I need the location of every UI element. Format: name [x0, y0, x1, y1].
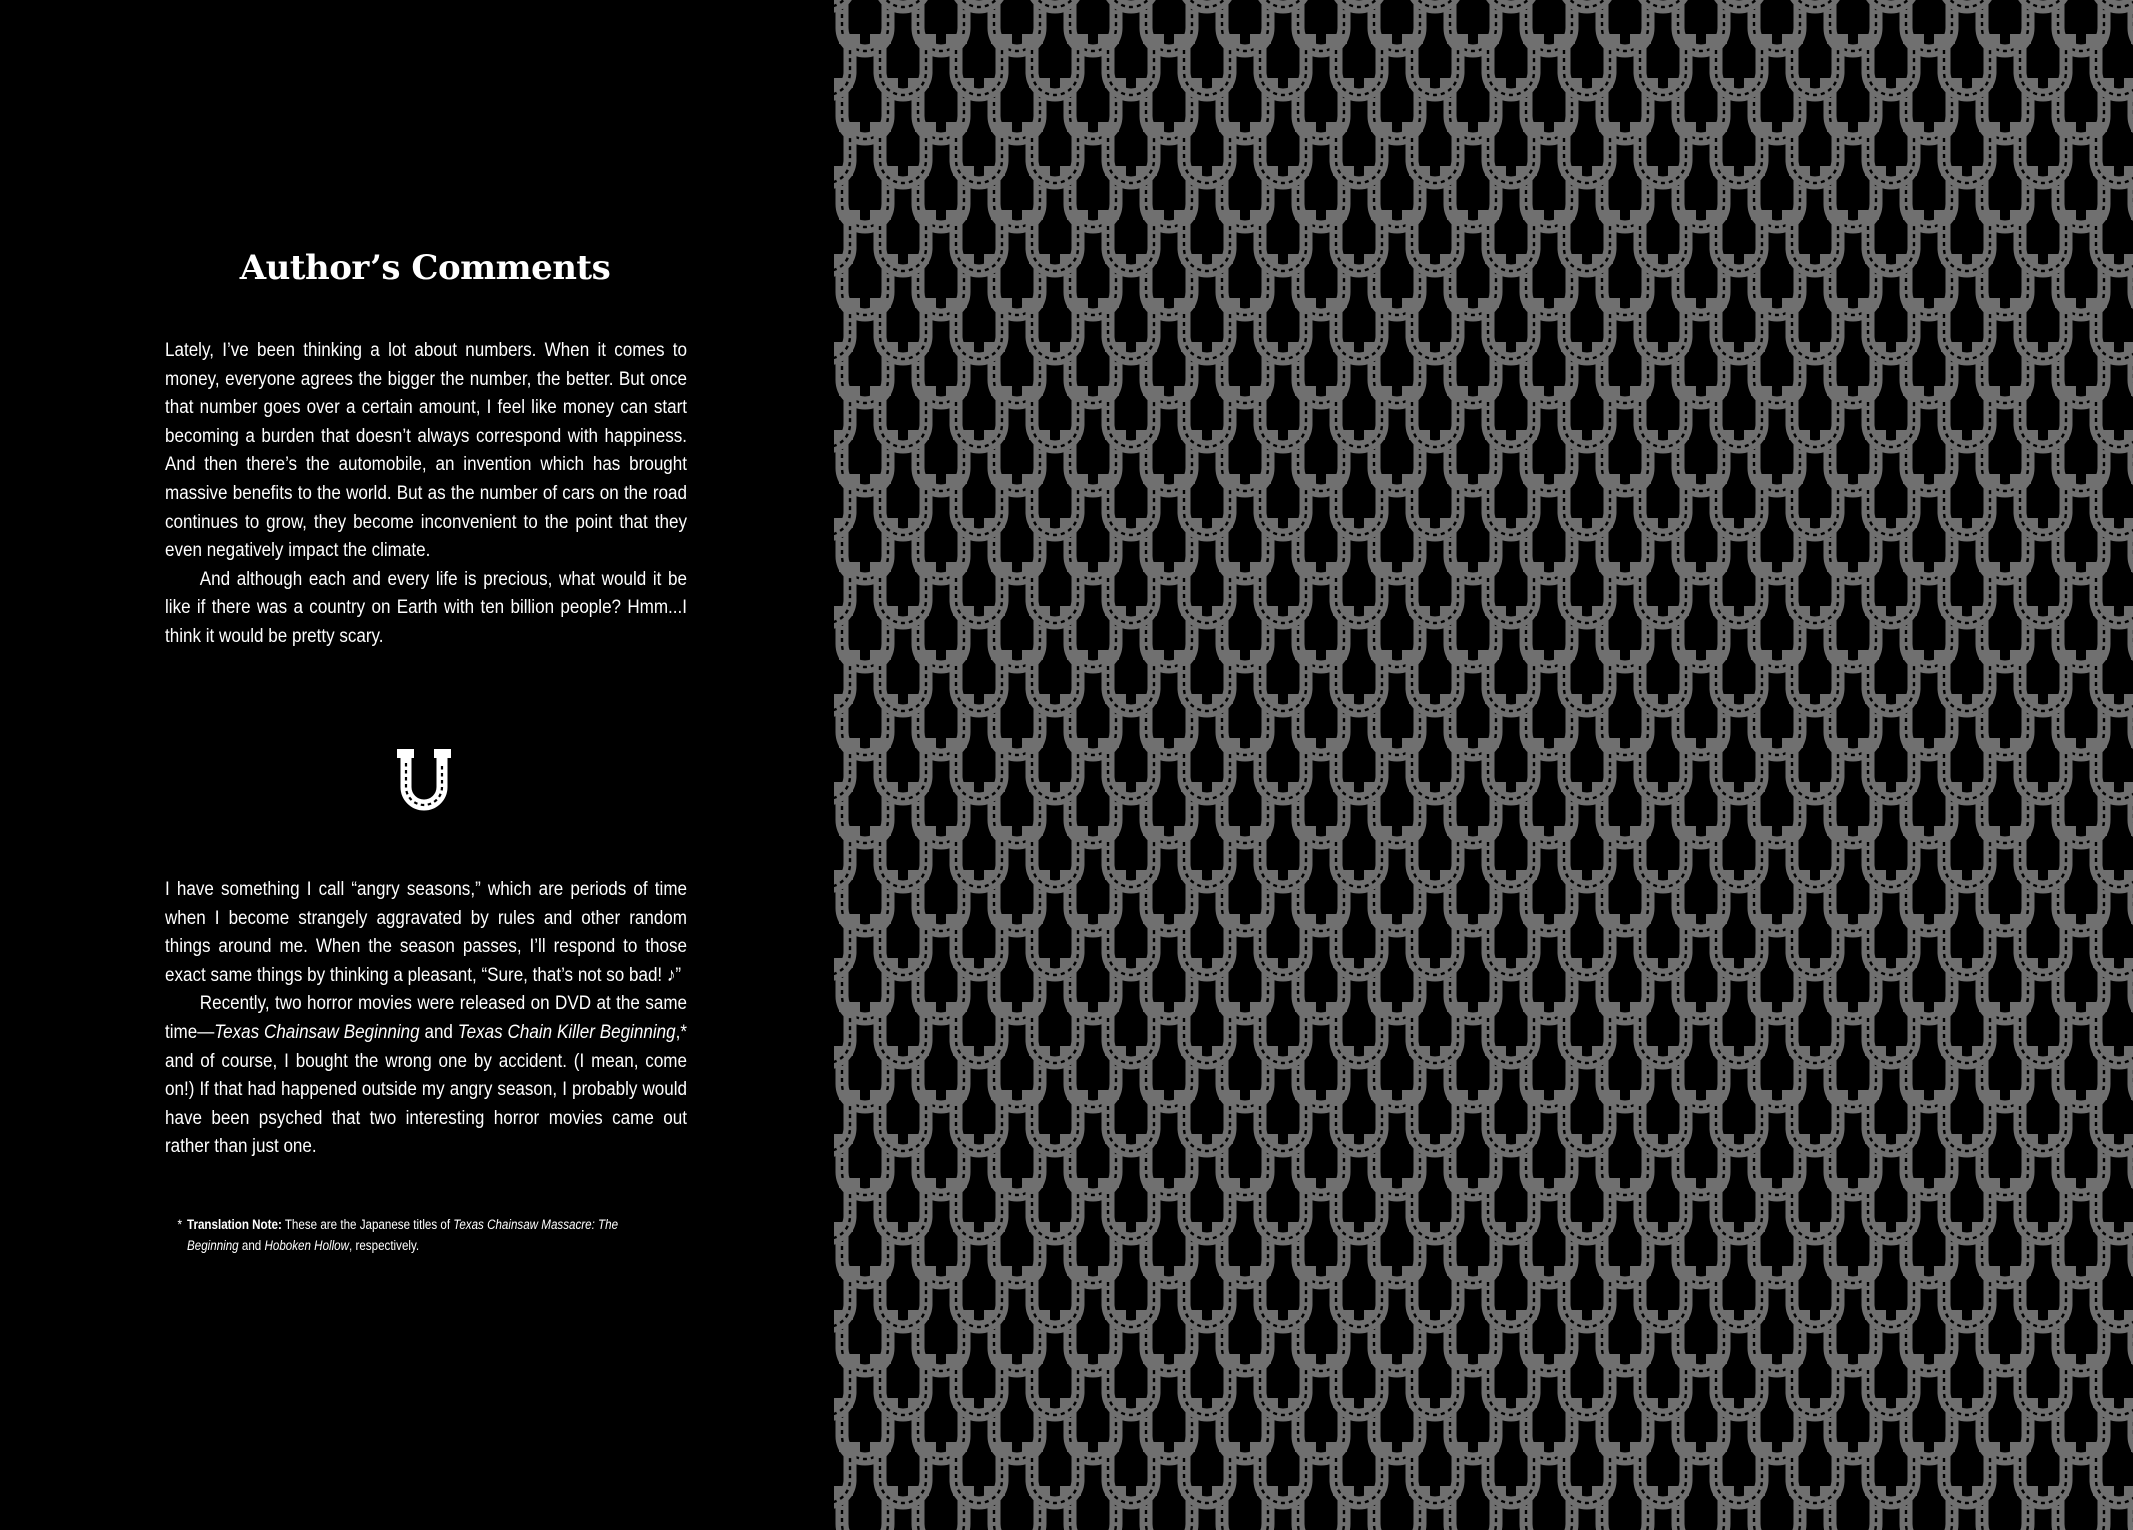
comment-section-2: [165, 875, 687, 1161]
text-span: These are the Japanese titles of: [281, 1217, 454, 1232]
movie-title: Hoboken Hollow: [264, 1238, 350, 1253]
paragraph: [165, 989, 687, 1161]
text-span: ,* and of course, I bought the wrong one by accident. (I mean, come on!) If that had happened outside my angry season, I probably would have been psyched that two interesting horror movies came out rather than just one.: [165, 1020, 687, 1158]
horseshoe-icon: [394, 747, 454, 815]
movie-title: Texas Chainsaw Beginning: [214, 1020, 420, 1043]
translation-footnote: [177, 1214, 669, 1256]
movie-title: Texas Chainsaw Massacre: The Beginning: [187, 1217, 619, 1253]
paragraph: I have something I call “angry seasons,” which are periods of time when I become strangely aggravated by rules and other random things around me. When the season passes, I’ll respond to those exact same things by thinking a pleasant, “Sure, that’s not so bad! ♪”: [165, 878, 687, 986]
movie-title: Texas Chain Killer Beginning: [457, 1020, 676, 1043]
right-page-pattern: [834, 0, 2133, 1530]
comment-section-1: [165, 336, 687, 651]
text-span: and: [238, 1238, 265, 1253]
horseshoe-pattern: [834, 0, 2133, 1530]
text-span: , respectively.: [349, 1238, 420, 1253]
footnote-label: Translation Note:: [187, 1217, 282, 1232]
left-page: [0, 0, 834, 1530]
footnote-marker: *: [177, 1217, 183, 1232]
paragraph: Lately, I’ve been thinking a lot about numbers. When it comes to money, everyone agrees the bigger the number, the better. But once that number goes over a certain amount, I feel like money can start becoming a burden that doesn’t always correspond with happiness. And then there’s the automobile, an invention which has brought massive benefits to the world. But as the number of cars on the road continues to grow, they become inconvenient to the point that they even negatively impact the climate.: [165, 339, 687, 562]
text-span: and: [419, 1020, 458, 1043]
text-span: Recently, two horror movies were released on DVD at the same time—: [165, 992, 688, 1043]
page-title: Author’s Comments: [239, 248, 611, 288]
paragraph: And although each and every life is precious, what would it be like if there was a country on Earth with ten billion people? Hmm...I think it would be pretty scary.: [165, 567, 688, 647]
